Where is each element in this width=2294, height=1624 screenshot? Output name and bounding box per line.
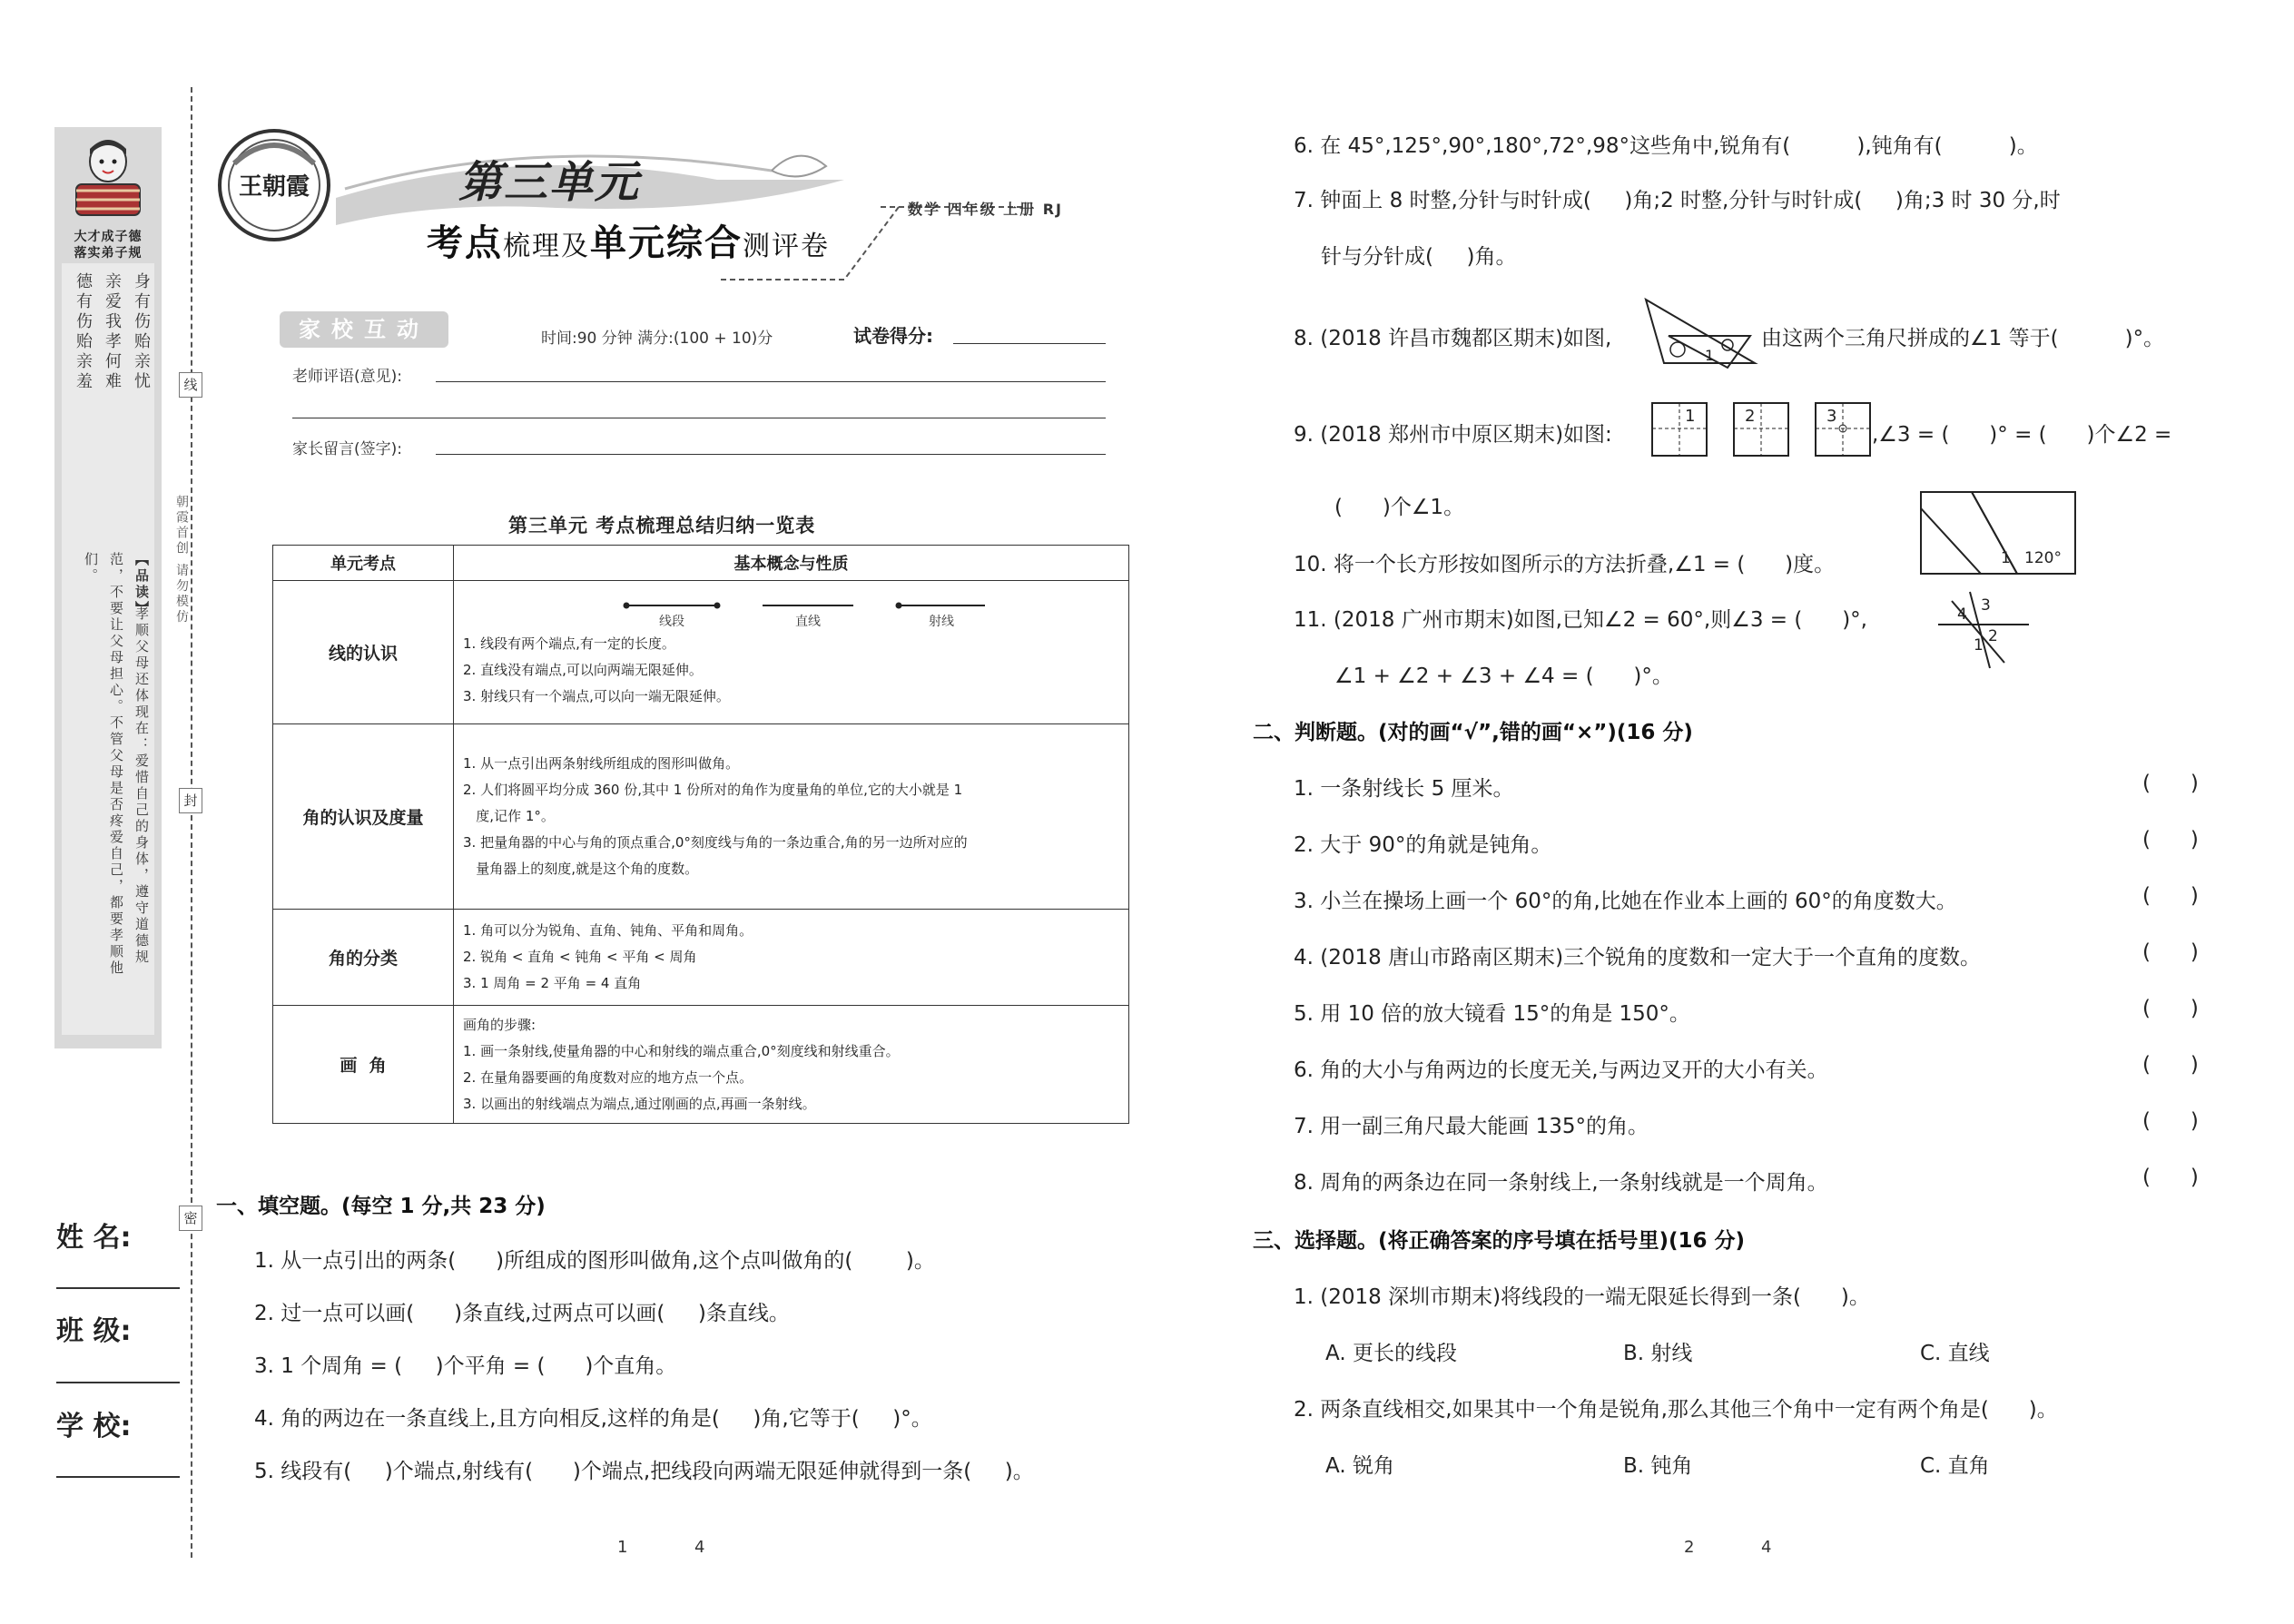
motto-line-2: 落实弟子规	[74, 246, 143, 261]
question-item: 6. 在 45°,125°,90°,180°,72°,98°这些角中,锐角有( ),钝角有( )。	[1294, 134, 2038, 158]
folded-square-figure	[1650, 401, 1872, 459]
question-item: 由这两个三角尺拼成的∠1 等于( )°。	[1761, 327, 2165, 350]
choice-option: C. 直线	[1920, 1342, 1990, 1365]
school-label: 学 校:	[56, 1411, 132, 1442]
subtitle-part: 单元综合	[590, 222, 743, 264]
seal-mark: 密	[179, 1206, 202, 1231]
wangzhaoxia-logo	[216, 127, 332, 243]
choice-option: B. 钝角	[1623, 1454, 1693, 1478]
judge-answer-paren[interactable]: ( )	[2142, 828, 2199, 851]
question-item: ∠1 + ∠2 + ∠3 + ∠4 = ( )°。	[1334, 664, 1673, 688]
concept-line: 画角的步骤:	[463, 1016, 537, 1033]
teacher-comment-field[interactable]	[436, 381, 1106, 382]
angle-label: 1	[1705, 347, 1715, 364]
judge-answer-paren[interactable]: ( )	[2142, 884, 2199, 908]
topic-cell: 角的分类	[273, 910, 454, 1006]
page-number: 4	[1761, 1538, 1772, 1557]
angle-label: 4	[1957, 605, 1967, 624]
judge-answer-paren[interactable]: ( )	[2142, 1053, 2199, 1077]
pindu-block	[62, 545, 154, 1035]
concept-line: 3. 以画出的射线端点为端点,通过刚画的点,再画一条射线。	[463, 1095, 816, 1112]
concept-line: 2. 人们将圆平均分成 360 份,其中 1 份所对的角作为度量角的单位,它的大小就是 1	[463, 782, 963, 798]
page-number: 2	[1684, 1538, 1695, 1557]
concept-line: 量角器上的刻度,就是这个角的度数。	[463, 861, 699, 877]
page-number: 4	[694, 1538, 705, 1557]
pindu-text: 范，不要让父母担心。不管父母是否疼爱自己，都要孝顺他	[108, 552, 124, 977]
parent-comment-label: 家长留言(签字):	[292, 440, 402, 458]
choice-item: 2. 两条直线相交,如果其中一个角是锐角,那么其他三个角中一定有两个角是( )。	[1294, 1398, 2058, 1422]
question-item: 1. 从一点引出的两条( )所组成的图形叫做角,这个点叫做角的( )。	[254, 1249, 935, 1273]
topic-cell: 角的认识及度量	[273, 724, 454, 910]
page-number: 1	[617, 1538, 628, 1557]
time-info: 时间:90 分钟 满分:(100 + 10)分	[541, 330, 773, 348]
concept-line: 1. 画一条射线,使量角器的中心和射线的端点重合,0°刻度线和射线重合。	[463, 1042, 900, 1059]
binding-dash-line	[191, 87, 192, 1558]
judge-item: 5. 用 10 倍的放大镜看 15°的角是 150°。	[1294, 1002, 1690, 1026]
concept-line: 1. 角可以分为锐角、直角、钝角、平角和周角。	[463, 922, 753, 939]
question-item: 7. 钟面上 8 时整,分针与时针成( )角;2 时整,分针与时针成( )角;3 时 30 分,时	[1294, 189, 2061, 212]
angle-label: 2	[1745, 407, 1756, 426]
section-choice: 三、选择题。(将正确答案的序号填在括号里)(16 分)	[1253, 1229, 1746, 1253]
judge-answer-paren[interactable]: ( )	[2142, 1166, 2199, 1189]
judge-item: 7. 用一副三角尺最大能画 135°的角。	[1294, 1115, 1649, 1138]
question-item: 针与分针成( )角。	[1321, 245, 1517, 269]
teacher-comment-label: 老师评语(意见):	[292, 368, 402, 386]
question-item: 8. (2018 许昌市魏都区期末)如图,	[1294, 327, 1612, 350]
judge-item: 6. 角的大小与角两边的长度无关,与两边叉开的大小有关。	[1294, 1058, 1828, 1082]
concept-line: 3. 射线只有一个端点,可以向一端无限延伸。	[463, 688, 730, 704]
concept-cell	[454, 910, 1129, 1006]
judge-item: 4. (2018 唐山市路南区期末)三个锐角的度数和一定大于一个直角的度数。	[1294, 946, 1982, 969]
question-item: ,∠3 = ( )° = ( )个∠2 =	[1872, 423, 2172, 447]
figure-label: 直线	[795, 615, 821, 629]
judge-answer-paren[interactable]: ( )	[2142, 1109, 2199, 1133]
poem-column: 亲爱我孝何难	[103, 272, 122, 392]
summary-table	[272, 545, 1129, 1124]
table-header: 单元考点	[273, 546, 454, 581]
mascot-illustration	[65, 134, 151, 221]
angle-label: 3	[1981, 596, 1991, 615]
figure-label: 射线	[929, 615, 954, 629]
judge-item: 1. 一条射线长 5 厘米。	[1294, 777, 1514, 801]
seal-mark: 封	[179, 788, 202, 813]
summary-title: 第三单元 考点梳理总结归纳一览表	[508, 515, 816, 536]
table-row	[273, 910, 1129, 1006]
question-item: 3. 1 个周角 = ( )个平角 = ( )个直角。	[254, 1354, 677, 1378]
table-row	[273, 724, 1129, 910]
motto-line-1: 大才成子德	[74, 230, 143, 244]
parent-comment-field[interactable]	[436, 454, 1106, 455]
home-school-badge: 家校互动	[280, 311, 448, 348]
school-field[interactable]	[56, 1476, 180, 1478]
concept-line: 2. 直线没有端点,可以向两端无限延伸。	[463, 662, 703, 678]
concept-cell	[454, 724, 1129, 910]
angle-label: 120°	[2024, 549, 2062, 567]
concept-line: 3. 把量角器的中心与角的顶点重合,0°刻度线与角的一条边重合,角的另一边所对应的	[463, 834, 968, 851]
concept-cell	[454, 1006, 1129, 1124]
concept-line: 1. 从一点引出两条射线所组成的图形叫做角。	[463, 755, 740, 772]
table-row	[273, 581, 1129, 724]
topic-cell: 画 角	[273, 1006, 454, 1124]
judge-answer-paren[interactable]: ( )	[2142, 940, 2199, 964]
angle-label: 1	[1974, 636, 1984, 655]
angle-label: 1	[2001, 549, 2011, 567]
angle-label: 3	[1826, 407, 1837, 426]
concept-cell	[454, 581, 1129, 724]
judge-item: 3. 小兰在操场上画一个 60°的角,比她在作业本上画的 60°的角度数大。	[1294, 890, 1957, 913]
sidebar-panel	[54, 127, 162, 1048]
judge-answer-paren[interactable]: ( )	[2142, 997, 2199, 1020]
table-header: 基本概念与性质	[454, 546, 1129, 581]
pindu-label: 【品读】	[133, 552, 150, 617]
intersecting-lines-figure	[1934, 590, 2033, 670]
choice-option: A. 更长的线段	[1325, 1342, 1457, 1365]
side-note: 朝霞首创 请勿模仿	[174, 495, 189, 625]
subtitle-part: 梳理及	[503, 231, 590, 262]
poem-column: 德有伤贻亲羞	[74, 272, 93, 392]
question-item: 4. 角的两边在一条直线上,且方向相反,这样的角是( )角,它等于( )°。	[254, 1407, 932, 1431]
seal-mark: 线	[179, 372, 202, 398]
choice-option: A. 锐角	[1325, 1454, 1394, 1478]
figure-label: 线段	[659, 615, 684, 629]
topic-cell: 线的认识	[273, 581, 454, 724]
subtitle-part: 测评卷	[743, 231, 830, 262]
section-fill-in: 一、填空题。(每空 1 分,共 23 分)	[216, 1195, 546, 1218]
choice-option: B. 射线	[1623, 1342, 1693, 1365]
score-field[interactable]	[953, 343, 1106, 344]
class-field[interactable]	[56, 1382, 180, 1383]
class-label: 班 级:	[56, 1315, 132, 1347]
judge-answer-paren[interactable]: ( )	[2142, 772, 2199, 795]
choice-option: C. 直角	[1920, 1454, 1990, 1478]
choice-item: 1. (2018 深圳市期末)将线段的一端无限延长得到一条( )。	[1294, 1285, 1870, 1309]
question-item: 9. (2018 郑州市中原区期末)如图:	[1294, 423, 1612, 447]
triangle-ruler-figure	[1641, 295, 1759, 372]
judge-item: 2. 大于 90°的角就是钝角。	[1294, 833, 1552, 857]
paper-subtitle	[427, 214, 830, 266]
unit-title: 第三单元	[458, 157, 641, 208]
score-label: 试卷得分:	[853, 325, 933, 347]
concept-line: 2. 在量角器要画的角度数对应的地方点一个点。	[463, 1068, 753, 1086]
name-label: 姓 名:	[56, 1222, 132, 1254]
table-header-row	[273, 546, 1129, 581]
concept-line: 1. 线段有两个端点,有一定的长度。	[463, 635, 675, 652]
question-item: 5. 线段有( )个端点,射线有( )个端点,把线段向两端无限延伸就得到一条( )。	[254, 1460, 1034, 1483]
judge-item: 8. 周角的两条边在同一条射线上,一条射线就是一个周角。	[1294, 1171, 1828, 1195]
folded-rectangle-figure	[1917, 488, 2081, 579]
grade-tags: 数学 四年级 上册 RJ	[908, 201, 1063, 218]
angle-label: 1	[1685, 407, 1696, 426]
pindu-text: 们。	[83, 552, 99, 585]
logo-text: 王朝霞	[238, 173, 310, 201]
question-item: 10. 将一个长方形按如图所示的方法折叠,∠1 = ( )度。	[1294, 553, 1836, 576]
name-field[interactable]	[56, 1287, 180, 1289]
table-row	[273, 1006, 1129, 1124]
angle-label: 2	[1988, 627, 1998, 645]
subtitle-part: 考点	[427, 222, 503, 264]
concept-line: 3. 1 周角 = 2 平角 = 4 直角	[463, 975, 642, 991]
pindu-text: 孝顺父母还体现在：爱惜自己的身体，遵守道德规	[133, 606, 150, 966]
question-item: 2. 过一点可以画( )条直线,过两点可以画( )条直线。	[254, 1302, 790, 1325]
poem-column: 身有伤贻亲忧	[132, 272, 151, 392]
concept-line: 度,记作 1°。	[463, 808, 555, 824]
question-item: ( )个∠1。	[1334, 496, 1465, 519]
line-types-figure	[608, 595, 989, 631]
section-judge: 二、判断题。(对的画“√”,错的画“×”)(16 分)	[1253, 721, 1693, 744]
question-item: 11. (2018 广州市期末)如图,已知∠2 = 60°,则∠3 = ( )°,	[1294, 608, 1867, 632]
concept-line: 2. 锐角 < 直角 < 钝角 < 平角 < 周角	[463, 949, 697, 965]
